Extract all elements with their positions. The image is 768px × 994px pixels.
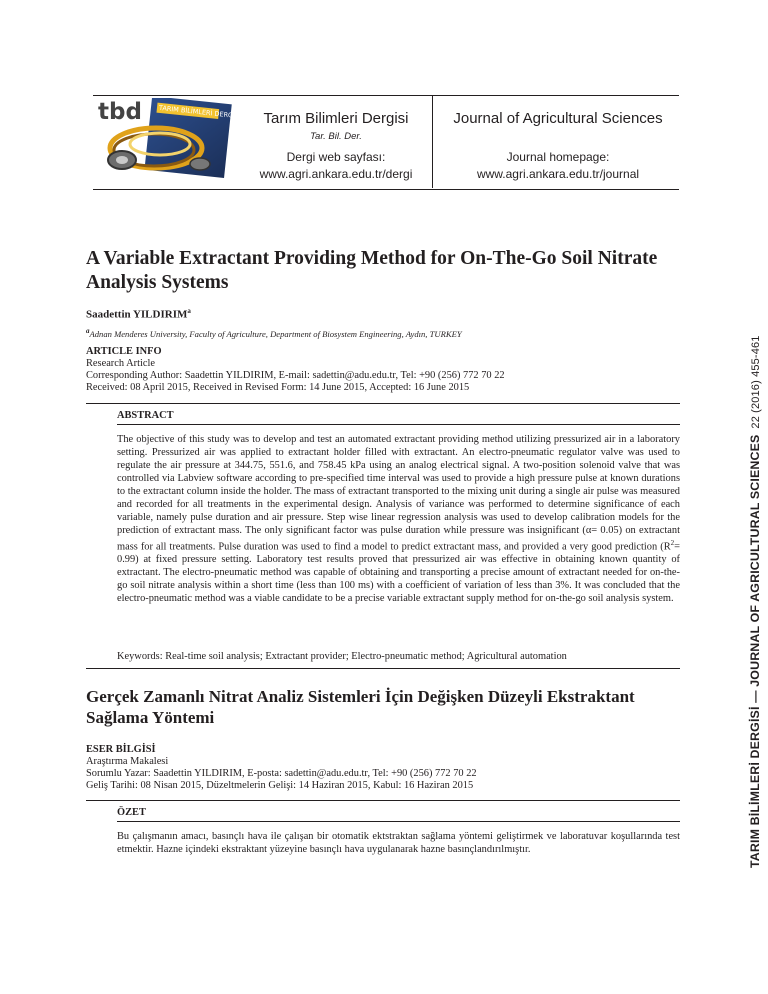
ozet-heading: ÖZET — [117, 807, 146, 818]
turkish-info-rule — [86, 800, 680, 801]
turkish-corresponding-author: Sorumlu Yazar: Saadettin YILDIRIM, E-posta: sadettin@adu.edu.tr, Tel: +90 (256) 772 70 22 — [86, 768, 477, 779]
article-type: Research Article — [86, 358, 155, 369]
tr-web-label: Dergi web sayfası: — [286, 150, 386, 164]
journal-abbrev: Tar. Bil. Der. — [310, 131, 362, 142]
turkish-info — [86, 744, 686, 792]
journal-logo — [96, 98, 236, 178]
abstract-heading: ABSTRACT — [117, 410, 174, 421]
turkish-article-type: Araştırma Makalesi — [86, 756, 169, 767]
abstract-part-2: = 0.99) at fixed pressure setting. Laboratory test results proved that pressurized air was effective in obtaining known quantity of extractant. The electro-pneumatic method was capable of obtaining and transporting a precise amount of extractant needed for on-the-go soil nitrate analysis within a short time (less than 100 ms) with a coefficient of variation of less than 3%. It was concluded that the electro-pneumatic method was a viable candidate to be a precise variable extractant supply method for on-the-go soil analysis system. — [117, 541, 680, 605]
logo-letters: tbd — [98, 99, 142, 125]
article-dates: Received: 08 April 2015, Received in Revised Form: 14 June 2015, Accepted: 16 June 2015 — [86, 382, 470, 393]
keywords: Keywords: Real-time soil analysis; Extractant provider; Electro-pneumatic method; Agricultural automation — [117, 651, 567, 662]
side-journal-title: TARIM BİLİMLERİ DERGİSİ — JOURNAL OF AGRICULTURAL SCIENCES — [748, 434, 762, 868]
turkish-title: Gerçek Zamanlı Nitrat Analiz Sistemleri İçin Değişken Düzeyli Ekstraktant Sağlama Yöntemi — [86, 687, 635, 727]
journal-title-tr: Tarım Bilimleri Dergisi — [263, 110, 409, 127]
turkish-info-heading: ESER BİLGİSİ — [86, 744, 156, 755]
side-journal-banner — [748, 68, 762, 868]
author-name: Saadettin YILDIRIM — [86, 308, 188, 321]
en-web-label: Journal homepage: — [506, 150, 610, 164]
side-volume: 22 (2016) 455-461 — [750, 335, 762, 429]
abstract-text — [117, 433, 680, 605]
abstract-rule — [117, 424, 680, 425]
abstract-sup: 2 — [670, 539, 675, 547]
corresponding-author: Corresponding Author: Saadettin YILDIRIM, E-mail: sadettin@adu.edu.tr, Tel: +90 (256) 772 70 22 — [86, 370, 505, 381]
logo-cover-title: TARIM BİLİMLERİ DERGİSİ — [158, 103, 236, 121]
article-info-heading: ARTICLE INFO — [86, 346, 162, 357]
author-sup: a — [187, 307, 191, 315]
abstract-part-1: The objective of this study was to develop and test an automated extractant providing method utilizing pressurized air in a laboratory setting. Pressurized air was applied to extractant holder filled with extractant. An electro-pneumatic regulator valve was used to regulate the air pressure at 344.75, 551.6, and 758.45 kPa using an analog electrical signal. A two-position solenoid valve that was controlled via Labview software according to pre-specified time interval was used to provide a high pressure pulse at known durations to the extractant column inside the holder. The mass of extractant transported to the mixing unit during a single air pulse was measured and recorded for all treatments in the experimental design. Analysis of variance was performed to determine significance of each variable, namely pulse duration and air pressure. Step wise linear regression analysis was used to develop calibration models for the prediction of extractant mass. The only significant factor was pulse duration while pressure was insignificant (α= 0.05) on extractant mass for all treatments. Pulse duration was used to find a model to predict extractant mass, and provided a very good prediction (R — [117, 434, 680, 553]
affiliation-text: Adnan Menderes University, Faculty of Agriculture, Department of Biosystem Engineering, Aydın, TURKEY — [89, 328, 462, 339]
journal-title-en: Journal of Agricultural Sciences — [453, 110, 663, 127]
header-top-rule — [93, 95, 679, 96]
affiliation-sup: a — [86, 327, 90, 335]
en-web-link[interactable]: www.agri.ankara.edu.tr/journal — [476, 167, 640, 181]
header-bottom-rule — [93, 189, 679, 190]
article-info — [86, 346, 686, 394]
author — [86, 307, 191, 321]
keywords-rule — [86, 668, 680, 669]
ozet-text: Bu çalışmanın amacı, basınçlı hava ile çalışan bir otomatik ektstraktan sağlama yöntemi geliştirmek ve laboratuvar koşullarında test etmektir. Hazne içindeki ekstraktant yüzeyine basınçlı hava uygulanarak hazne basınçlandırılmıştır. — [117, 831, 680, 855]
affiliation — [86, 327, 462, 339]
turkish-dates: Geliş Tarihi: 08 Nisan 2015, Düzeltmelerin Gelişi: 14 Haziran 2015, Kabul: 16 Haziran 2015 — [86, 780, 474, 791]
tr-web-link[interactable]: www.agri.ankara.edu.tr/dergi — [259, 167, 413, 181]
article-title: A Variable Extractant Providing Method for On-The-Go Soil Nitrate Analysis Systems — [86, 248, 658, 293]
ozet-rule — [117, 821, 680, 822]
info-rule — [86, 403, 680, 404]
journal-cover-image — [96, 98, 236, 178]
